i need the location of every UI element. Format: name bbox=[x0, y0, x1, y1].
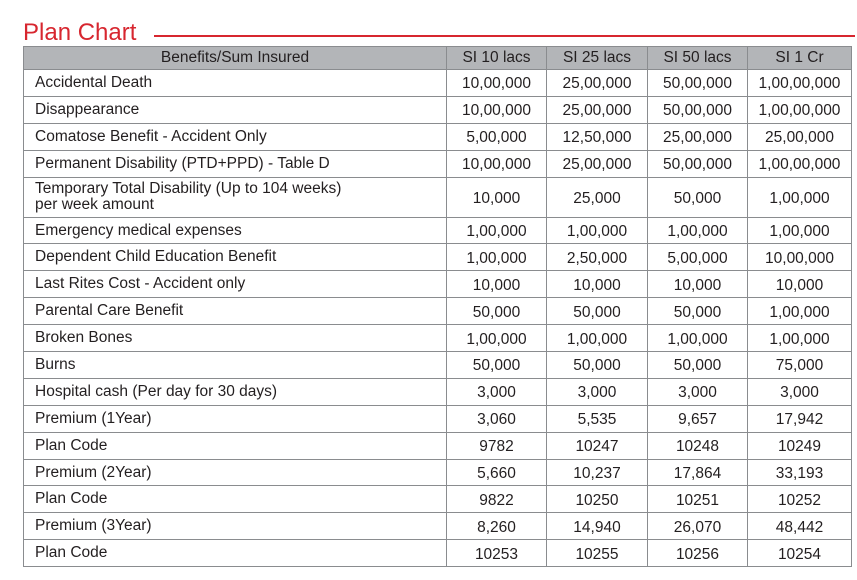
value-cell-si-1-cr: 1,00,000 bbox=[748, 217, 852, 244]
benefit-label bbox=[24, 325, 447, 352]
benefit-label-text: Plan Code bbox=[35, 544, 108, 562]
table-row bbox=[24, 432, 852, 459]
value-cell-si-1-cr: 48,442 bbox=[748, 513, 852, 540]
table-row bbox=[24, 405, 852, 432]
table-row bbox=[24, 217, 852, 244]
value-cell-si-10-lacs: 9782 bbox=[447, 432, 547, 459]
table-row bbox=[24, 459, 852, 486]
value-cell-si-50-lacs: 1,00,000 bbox=[648, 217, 748, 244]
value-cell-si-10-lacs: 8,260 bbox=[447, 513, 547, 540]
benefit-label-text-line2: per week amount bbox=[35, 196, 154, 214]
value-cell-si-50-lacs: 10251 bbox=[648, 486, 748, 513]
table-row bbox=[24, 513, 852, 540]
value-cell-si-1-cr: 10252 bbox=[748, 486, 852, 513]
value-cell-si-1-cr: 25,00,000 bbox=[748, 123, 852, 150]
value-cell-si-25-lacs: 5,535 bbox=[547, 405, 648, 432]
value-cell-si-25-lacs: 12,50,000 bbox=[547, 123, 648, 150]
value-cell-si-1-cr: 1,00,000 bbox=[748, 325, 852, 352]
benefit-label-text: Emergency medical expenses bbox=[35, 221, 242, 239]
value-cell-si-25-lacs: 25,000 bbox=[547, 177, 648, 217]
table-row bbox=[24, 96, 852, 123]
value-cell-si-10-lacs: 10,00,000 bbox=[447, 96, 547, 123]
value-cell-si-1-cr: 75,000 bbox=[748, 352, 852, 379]
plan-chart-table bbox=[23, 46, 852, 567]
column-header-benefits: Benefits/Sum Insured bbox=[24, 47, 447, 70]
value-cell-si-1-cr: 10254 bbox=[748, 540, 852, 567]
value-cell-si-1-cr: 1,00,00,000 bbox=[748, 96, 852, 123]
table-row bbox=[24, 70, 852, 97]
column-header-si-25-lacs: SI 25 lacs bbox=[547, 47, 648, 70]
table-row bbox=[24, 271, 852, 298]
value-cell-si-50-lacs: 5,00,000 bbox=[648, 244, 748, 271]
benefit-label bbox=[24, 177, 447, 217]
benefit-label bbox=[24, 405, 447, 432]
value-cell-si-10-lacs: 1,00,000 bbox=[447, 217, 547, 244]
value-cell-si-10-lacs: 10253 bbox=[447, 540, 547, 567]
value-cell-si-50-lacs: 1,00,000 bbox=[648, 325, 748, 352]
value-cell-si-25-lacs: 25,00,000 bbox=[547, 150, 648, 177]
value-cell-si-1-cr: 10249 bbox=[748, 432, 852, 459]
value-cell-si-10-lacs: 9822 bbox=[447, 486, 547, 513]
value-cell-si-25-lacs: 10250 bbox=[547, 486, 648, 513]
benefit-label-text: Premium (1Year) bbox=[35, 409, 152, 427]
benefit-label bbox=[24, 150, 447, 177]
benefit-label-text: Permanent Disability (PTD+PPD) - Table D bbox=[35, 154, 330, 172]
benefit-label-text: Accidental Death bbox=[35, 73, 153, 91]
benefit-label bbox=[24, 96, 447, 123]
value-cell-si-1-cr: 33,193 bbox=[748, 459, 852, 486]
value-cell-si-25-lacs: 14,940 bbox=[547, 513, 648, 540]
value-cell-si-25-lacs: 10255 bbox=[547, 540, 648, 567]
value-cell-si-10-lacs: 10,000 bbox=[447, 177, 547, 217]
table-row bbox=[24, 325, 852, 352]
value-cell-si-1-cr: 10,000 bbox=[748, 271, 852, 298]
value-cell-si-10-lacs: 5,00,000 bbox=[447, 123, 547, 150]
value-cell-si-10-lacs: 1,00,000 bbox=[447, 244, 547, 271]
value-cell-si-50-lacs: 10,000 bbox=[648, 271, 748, 298]
benefit-label-text: Comatose Benefit - Accident Only bbox=[35, 127, 267, 145]
value-cell-si-1-cr: 1,00,00,000 bbox=[748, 70, 852, 97]
benefit-label-text: Hospital cash (Per day for 30 days) bbox=[35, 382, 278, 400]
benefit-label bbox=[24, 244, 447, 271]
value-cell-si-50-lacs: 17,864 bbox=[648, 459, 748, 486]
value-cell-si-1-cr: 3,000 bbox=[748, 378, 852, 405]
benefit-label bbox=[24, 432, 447, 459]
table-body bbox=[24, 70, 852, 567]
table-row bbox=[24, 298, 852, 325]
title-divider bbox=[154, 35, 855, 37]
value-cell-si-25-lacs: 50,000 bbox=[547, 298, 648, 325]
value-cell-si-10-lacs: 50,000 bbox=[447, 298, 547, 325]
benefit-label-text: Parental Care Benefit bbox=[35, 302, 184, 320]
benefit-label bbox=[24, 459, 447, 486]
value-cell-si-10-lacs: 5,660 bbox=[447, 459, 547, 486]
value-cell-si-25-lacs: 3,000 bbox=[547, 378, 648, 405]
benefit-label-text: Plan Code bbox=[35, 436, 108, 454]
benefit-label bbox=[24, 271, 447, 298]
benefit-label bbox=[24, 352, 447, 379]
column-header-si-50-lacs: SI 50 lacs bbox=[648, 47, 748, 70]
table-row bbox=[24, 352, 852, 379]
column-header-si-1-cr: SI 1 Cr bbox=[748, 47, 852, 70]
benefit-label-text: Premium (2Year) bbox=[35, 463, 152, 481]
benefit-label-text: Last Rites Cost - Accident only bbox=[35, 275, 246, 293]
value-cell-si-10-lacs: 10,000 bbox=[447, 271, 547, 298]
value-cell-si-25-lacs: 25,00,000 bbox=[547, 96, 648, 123]
table-row bbox=[24, 244, 852, 271]
benefit-label-text: Burns bbox=[35, 355, 76, 373]
value-cell-si-25-lacs: 10,237 bbox=[547, 459, 648, 486]
header-row bbox=[24, 47, 852, 70]
value-cell-si-10-lacs: 1,00,000 bbox=[447, 325, 547, 352]
benefit-label-text: Disappearance bbox=[35, 100, 140, 118]
benefit-label-text: Plan Code bbox=[35, 490, 108, 508]
table-row bbox=[24, 177, 852, 217]
table-row bbox=[24, 540, 852, 567]
value-cell-si-50-lacs: 10256 bbox=[648, 540, 748, 567]
benefit-label bbox=[24, 123, 447, 150]
table-row bbox=[24, 378, 852, 405]
value-cell-si-25-lacs: 1,00,000 bbox=[547, 325, 648, 352]
value-cell-si-25-lacs: 2,50,000 bbox=[547, 244, 648, 271]
table-header bbox=[24, 47, 852, 70]
benefit-label-text: Broken Bones bbox=[35, 329, 133, 347]
value-cell-si-10-lacs: 50,000 bbox=[447, 352, 547, 379]
benefit-label bbox=[24, 540, 447, 567]
value-cell-si-50-lacs: 25,00,000 bbox=[648, 123, 748, 150]
column-header-si-10-lacs: SI 10 lacs bbox=[447, 47, 547, 70]
benefit-label bbox=[24, 486, 447, 513]
value-cell-si-50-lacs: 9,657 bbox=[648, 405, 748, 432]
value-cell-si-25-lacs: 25,00,000 bbox=[547, 70, 648, 97]
value-cell-si-50-lacs: 50,00,000 bbox=[648, 96, 748, 123]
benefit-label bbox=[24, 70, 447, 97]
benefit-label bbox=[24, 513, 447, 540]
value-cell-si-1-cr: 1,00,000 bbox=[748, 177, 852, 217]
value-cell-si-25-lacs: 10247 bbox=[547, 432, 648, 459]
value-cell-si-50-lacs: 50,000 bbox=[648, 177, 748, 217]
value-cell-si-1-cr: 1,00,00,000 bbox=[748, 150, 852, 177]
value-cell-si-50-lacs: 50,000 bbox=[648, 298, 748, 325]
value-cell-si-10-lacs: 3,000 bbox=[447, 378, 547, 405]
value-cell-si-1-cr: 17,942 bbox=[748, 405, 852, 432]
table-row bbox=[24, 150, 852, 177]
value-cell-si-50-lacs: 50,00,000 bbox=[648, 150, 748, 177]
benefit-label-text: Dependent Child Education Benefit bbox=[35, 248, 277, 266]
benefit-label-text: Temporary Total Disability (Up to 104 weeks) bbox=[35, 180, 342, 198]
value-cell-si-1-cr: 1,00,000 bbox=[748, 298, 852, 325]
value-cell-si-50-lacs: 3,000 bbox=[648, 378, 748, 405]
value-cell-si-25-lacs: 1,00,000 bbox=[547, 217, 648, 244]
value-cell-si-10-lacs: 10,00,000 bbox=[447, 150, 547, 177]
value-cell-si-10-lacs: 3,060 bbox=[447, 405, 547, 432]
table-row bbox=[24, 486, 852, 513]
table-row bbox=[24, 123, 852, 150]
value-cell-si-25-lacs: 10,000 bbox=[547, 271, 648, 298]
value-cell-si-1-cr: 10,00,000 bbox=[748, 244, 852, 271]
title-row bbox=[23, 20, 857, 46]
benefit-label bbox=[24, 217, 447, 244]
value-cell-si-25-lacs: 50,000 bbox=[547, 352, 648, 379]
value-cell-si-50-lacs: 50,00,000 bbox=[648, 70, 748, 97]
page-title: Plan Chart bbox=[23, 19, 137, 46]
benefit-label-text: Premium (3Year) bbox=[35, 517, 152, 535]
benefit-label bbox=[24, 298, 447, 325]
value-cell-si-50-lacs: 50,000 bbox=[648, 352, 748, 379]
benefit-label bbox=[24, 378, 447, 405]
value-cell-si-50-lacs: 10248 bbox=[648, 432, 748, 459]
value-cell-si-50-lacs: 26,070 bbox=[648, 513, 748, 540]
value-cell-si-10-lacs: 10,00,000 bbox=[447, 70, 547, 97]
